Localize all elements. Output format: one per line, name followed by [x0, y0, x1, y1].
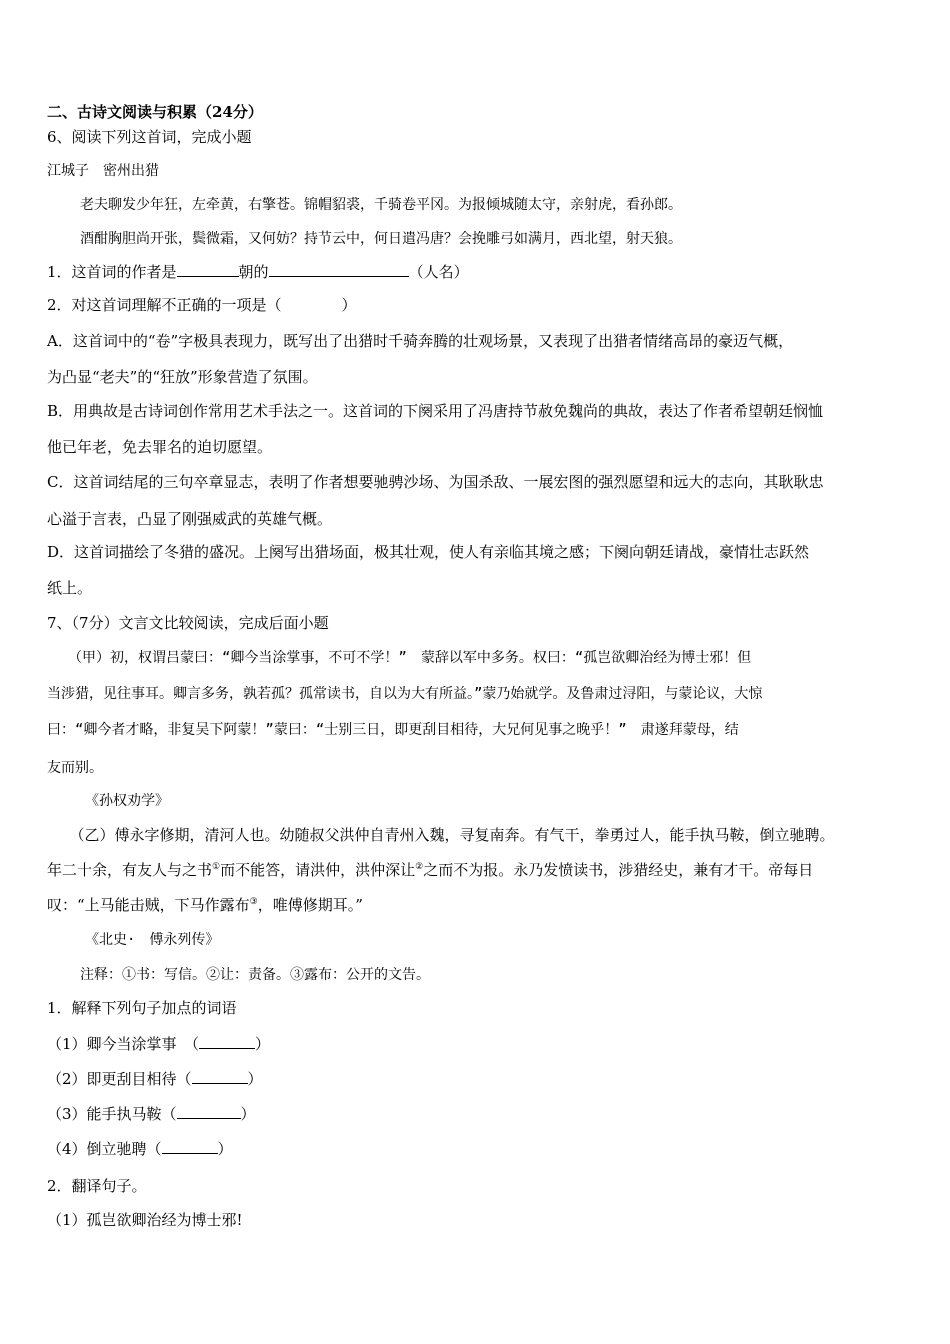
option-c-line-1: C．这首词结尾的三句卒章显志，表明了作者想要驰骋沙场、为国杀敌、一展宏图的强烈愿望和远大的志向，其耿耿忠: [47, 473, 824, 491]
answer-blank[interactable]: [269, 261, 409, 277]
option-b-line-1: B．用典故是古诗词创作常用艺术手法之一。这首词的下阕采用了冯唐持节赦免魏尚的典故，表达了作者希望朝廷悯恤: [47, 402, 824, 420]
passage-a-line-2: 当涉猎，见往事耳。卿言多务，孰若孤？孤常读书，自以为大有所益。”蒙乃始就学。及鲁肃过浔阳，与蒙论议，大惊: [47, 686, 763, 702]
passage-b-source: 《北史· 傅永列传》: [85, 932, 220, 948]
option-d-line-2: 纸上。: [47, 579, 93, 597]
vocab-item-4: （4）倒立驰聘（ ）: [47, 1140, 233, 1158]
annotation: 注释：①书：写信。②让：责备。③露布：公开的文告。: [80, 967, 430, 983]
answer-blank[interactable]: [199, 1033, 255, 1049]
answer-blank[interactable]: [192, 1068, 248, 1084]
poem-stanza-1: 老夫聊发少年狂，左牵黄，右擎苍。锦帽貂裘，千骑卷平冈。为报倾城随太守，亲射虎，看孙郎。: [80, 197, 682, 213]
answer-blank[interactable]: [177, 261, 239, 277]
answer-blank[interactable]: [177, 1103, 241, 1119]
option-a-line-2: 为凸显“老夫”的“狂放”形象营造了氛围。: [47, 368, 318, 386]
vocab-item-3: （3）能手执马鞍（ ）: [47, 1105, 256, 1123]
passage-b-line-3: 叹：“上马能击贼，下马作露布③，唯傅修期耳。”: [47, 896, 363, 914]
option-a-line-1: A．这首词中的“卷”字极具表现力，既写出了出猎时千骑奔腾的壮观场景，又表现了出猎者情绪高昂的豪迈气概，: [47, 332, 794, 350]
q6-sub2: 2．对这首词理解不正确的一项是（ ）: [47, 296, 357, 314]
answer-blank[interactable]: [162, 1138, 218, 1154]
q6-instruction: 6、阅读下列这首词，完成小题: [47, 128, 252, 146]
vocab-item-1: （1）卿今当涂掌事 （ ）: [47, 1035, 271, 1053]
vocab-item-2: （2）即更刮目相待（ ）: [47, 1070, 263, 1088]
option-d-line-1: D．这首词描绘了冬猎的盛况。上阕写出猎场面，极其壮观，使人有亲临其境之感；下阕向朝廷请战，豪情壮志跃然: [47, 543, 810, 561]
q7-sub1: 1．解释下列句子加点的词语: [47, 999, 237, 1017]
option-b-line-2: 他已年老，免去罪名的迫切愿望。: [47, 438, 273, 456]
passage-a-line-3: 曰：“卿今者才略，非复吴下阿蒙！”蒙曰：“士别三日，即更刮目相待，大兄何见事之晚乎！” 肃遂拜蒙母，结: [47, 722, 739, 738]
q7-sub2: 2．翻译句子。: [47, 1177, 147, 1195]
passage-b-line-1: （乙）傅永字修期，清河人也。幼随叔父洪仲自青州入魏，寻复南奔。有气干，拳勇过人，能手执马鞍，倒立驰聘。: [47, 826, 835, 844]
poem-title: 江城子 密州出猎: [47, 163, 159, 179]
passage-b-line-2: 年二十余，有友人与之书①而不能答，请洪仲，洪仲深让②之而不为报。永乃发愤读书，涉猎经史，兼有才干。帝每日: [47, 861, 814, 879]
passage-a-line-4: 友而别。: [47, 760, 103, 776]
option-c-line-2: 心溢于言表，凸显了刚强威武的英雄气概。: [47, 510, 333, 528]
translate-item-1: （1）孤岂欲卿治经为博士邪!: [47, 1211, 243, 1229]
passage-a-source: 《孙权劝学》: [85, 793, 169, 809]
passage-a-line-1: （甲）初，权谓吕蒙曰：“卿今当涂掌事，不可不学！” 蒙辞以军中多务。权曰：“孤岂欲卿治经为博士邪！但: [47, 650, 752, 666]
section-heading: 二、古诗文阅读与积累（24分）: [47, 103, 263, 121]
q6-sub1: 1．这首词的作者是 朝的 （人名）: [47, 263, 469, 281]
q7-instruction: 7、（7分）文言文比较阅读，完成后面小题: [47, 614, 329, 632]
poem-stanza-2: 酒酣胸胆尚开张，鬓微霜，又何妨？持节云中，何日遣冯唐？会挽雕弓如满月，西北望，射天狼。: [80, 231, 682, 247]
